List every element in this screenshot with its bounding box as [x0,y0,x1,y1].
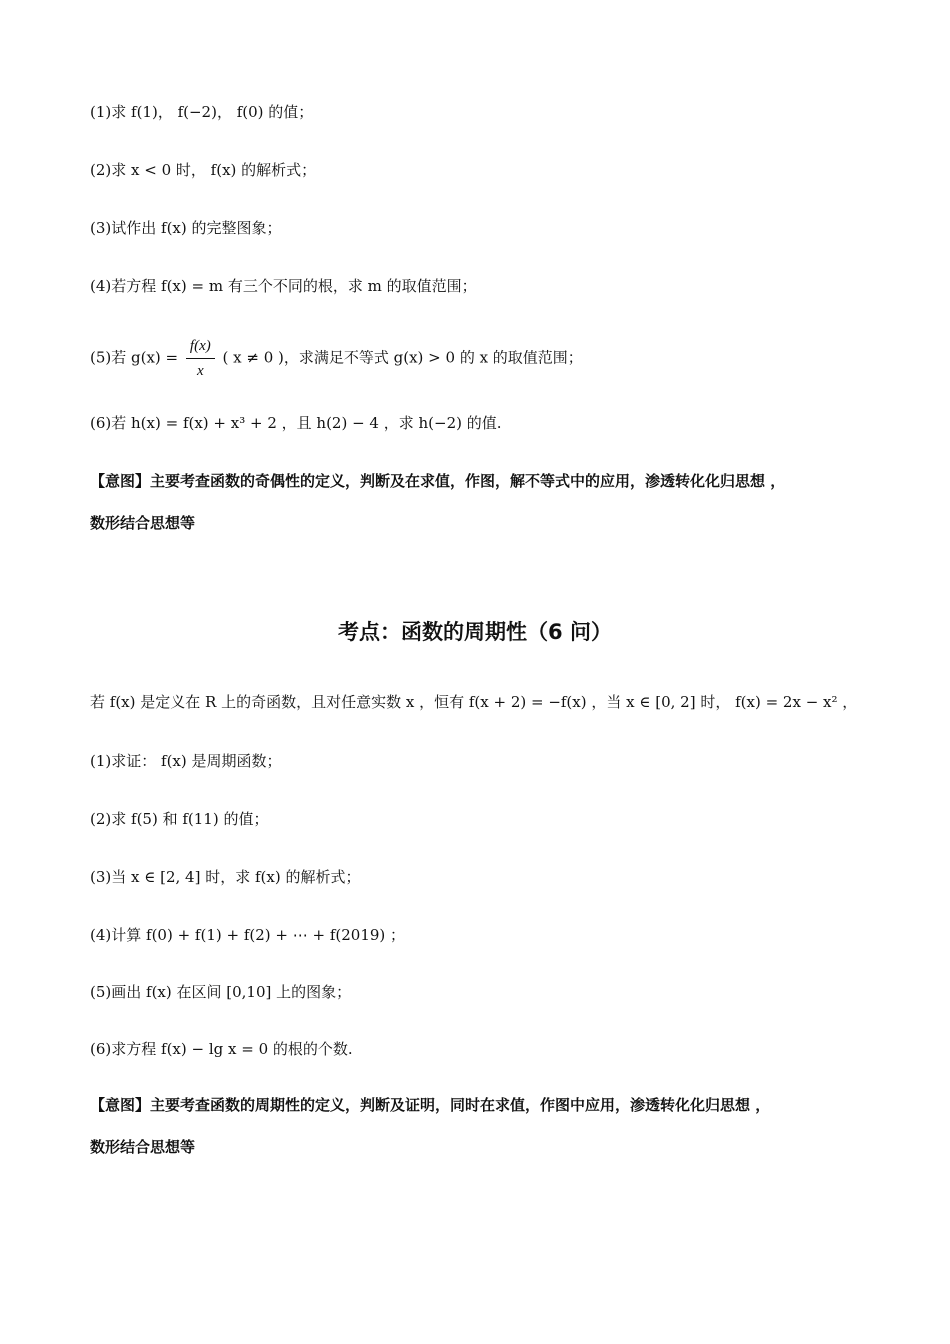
problem-stem: 若 f(x) 是定义在 R 上的奇函数，且对任意实数 x ，恒有 f(x + 2) = −f(x) ，当 x ∈ [0, 2] 时， f(x) = 2x − x² ， [90,693,858,711]
question-1: (1)求 f(1)， f(−2)， f(0) 的值； [90,103,314,121]
question-3: (3)试作出 f(x) 的完整图象； [90,219,282,237]
intent-note-1-line-2: 数形结合思想等 [90,514,196,532]
intent-note-2-line-2: 数形结合思想等 [90,1138,196,1156]
question-5-prefix: (5)若 g(x) = [90,348,179,367]
fraction [186,336,215,381]
intent-note-1-line-1: 【意图】主要考查函数的奇偶性的定义，判断及在求值，作图，解不等式中的应用，渗透转化化归思想 ， [90,472,786,490]
question-6: (6)若 h(x) = f(x) + x³ + 2 ，且 h(2) − 4 ，求 h(−2) 的值. [90,414,502,432]
fraction-denominator: x [196,363,204,379]
fraction-numerator: f(x) [186,336,215,359]
question-2-6: (6)求方程 f(x) − lg x = 0 的根的个数. [90,1040,353,1058]
section-title: 考点：函数的周期性（6 问） [338,620,612,644]
question-5 [90,336,583,381]
question-2-4: (4)计算 f(0) + f(1) + f(2) + ⋯ + f(2019) ； [90,926,406,944]
question-2-1: (1)求证： f(x) 是周期函数； [90,752,282,770]
question-2: (2)求 x < 0 时， f(x) 的解析式； [90,161,317,179]
question-5-suffix: ( x ≠ 0 )，求满足不等式 g(x) > 0 的 x 的取值范围； [222,348,583,367]
question-2-2: (2)求 f(5) 和 f(11) 的值； [90,810,269,828]
question-4: (4)若方程 f(x) = m 有三个不同的根，求 m 的取值范围； [90,277,477,295]
intent-note-2-line-1: 【意图】主要考查函数的周期性的定义，判断及证明，同时在求值，作图中应用，渗透转化化归思想 ， [90,1096,771,1114]
question-2-3: (3)当 x ∈ [2, 4] 时，求 f(x) 的解析式； [90,868,361,886]
question-2-5: (5)画出 f(x) 在区间 [0,10] 上的图象； [90,983,352,1001]
